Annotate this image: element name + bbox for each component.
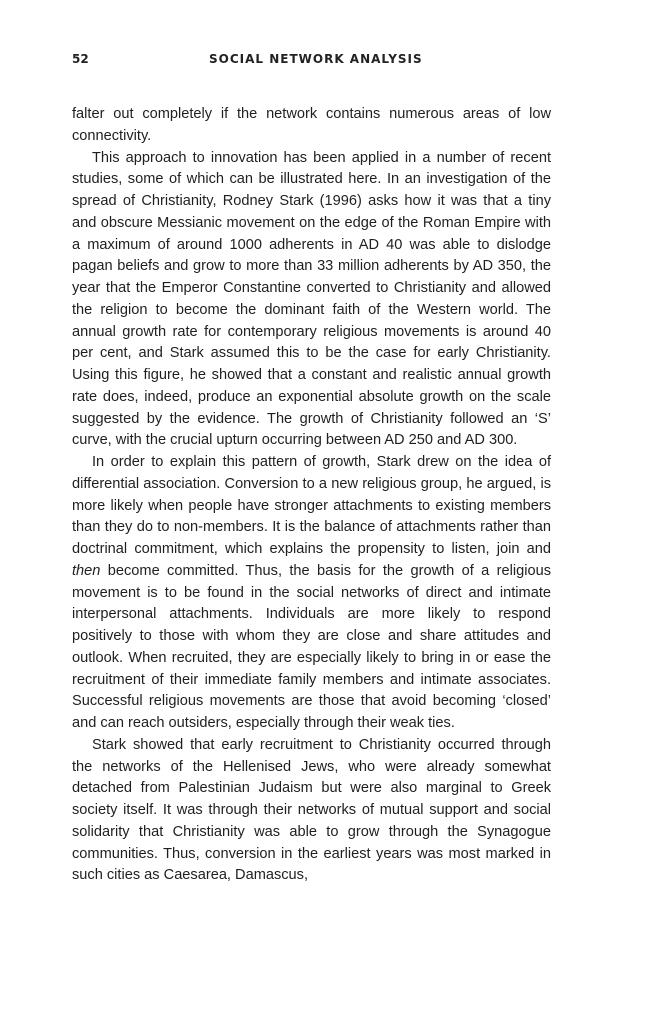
paragraph-text-after-emphasis: become committed. Thus, the basis for the growth of a religious movement is to be found in the social networks of direct and intimate interpersonal attachments. Individuals are more likely to respond positively to those with whom they are close and share attitudes and outlook. When recruited, they are especially likely to bring in or ease the recruitment of their immediate family members and intimate associates. Successful religious movements are those that avoid becoming ‘closed’ and can reach outsiders, especially through their weak ties. [72, 562, 551, 731]
emphasis-word: then [72, 562, 101, 579]
paragraph-hellenised-jews: Stark showed that early recruitment to Christianity occurred through the networks of the Hellenised Jews, who were already somewhat detached from Palestinian Judaism but were also marginal to Greek society itself. It was through their networks of mutual support and social solidarity that Christianity was able to grow through the Synagogue communities. Thus, conversion in the earliest years was most marked in such cities as Caesarea, Damascus, [72, 736, 551, 884]
book-page [72, 0, 551, 1017]
paragraph-stark-christianity: This approach to innovation has been applied in a number of recent studies, some of which can be illustrated here. In an investigation of the spread of Christianity, Rodney Stark (1996) asks how it was that a tiny and obscure Messianic movement on the edge of the Roman Empire with a maximum of around 1000 adherents in AD 40 was able to dislodge pagan beliefs and grow to more than 33 million adherents by AD 350, the year that the Emperor Constantine converted to Christianity and allowed the religion to become the dominant faith of the Western world. The annual growth rate for contemporary religious movements is around 40 per cent, and Stark assumed this to be the case for early Christianity. Using this figure, he showed that a constant and realistic annual growth rate does, indeed, produce an exponential absolute growth on the scale suggested by the evidence. The growth of Christianity followed an ‘S’ curve, with the crucial upturn occurring between AD 250 and AD 300. [72, 149, 551, 449]
paragraph-text-before-emphasis: In order to explain this pattern of growth, Stark drew on the idea of differential association. Conversion to a new religious group, he argued, is more likely when people have stronger attachments to existing members than they do to non-members. It is the balance of attachments rather than doctrinal commitment, which explains the propensity to listen, join and [72, 454, 551, 557]
body-text [72, 104, 551, 887]
paragraph-continuation: falter out completely if the network contains numerous areas of low connectivity. [72, 106, 551, 144]
paragraph-differential-association [72, 452, 551, 735]
running-title: SOCIAL NETWORK ANALYSIS [209, 52, 423, 66]
running-head [72, 52, 551, 70]
page-number: 52 [72, 52, 89, 66]
